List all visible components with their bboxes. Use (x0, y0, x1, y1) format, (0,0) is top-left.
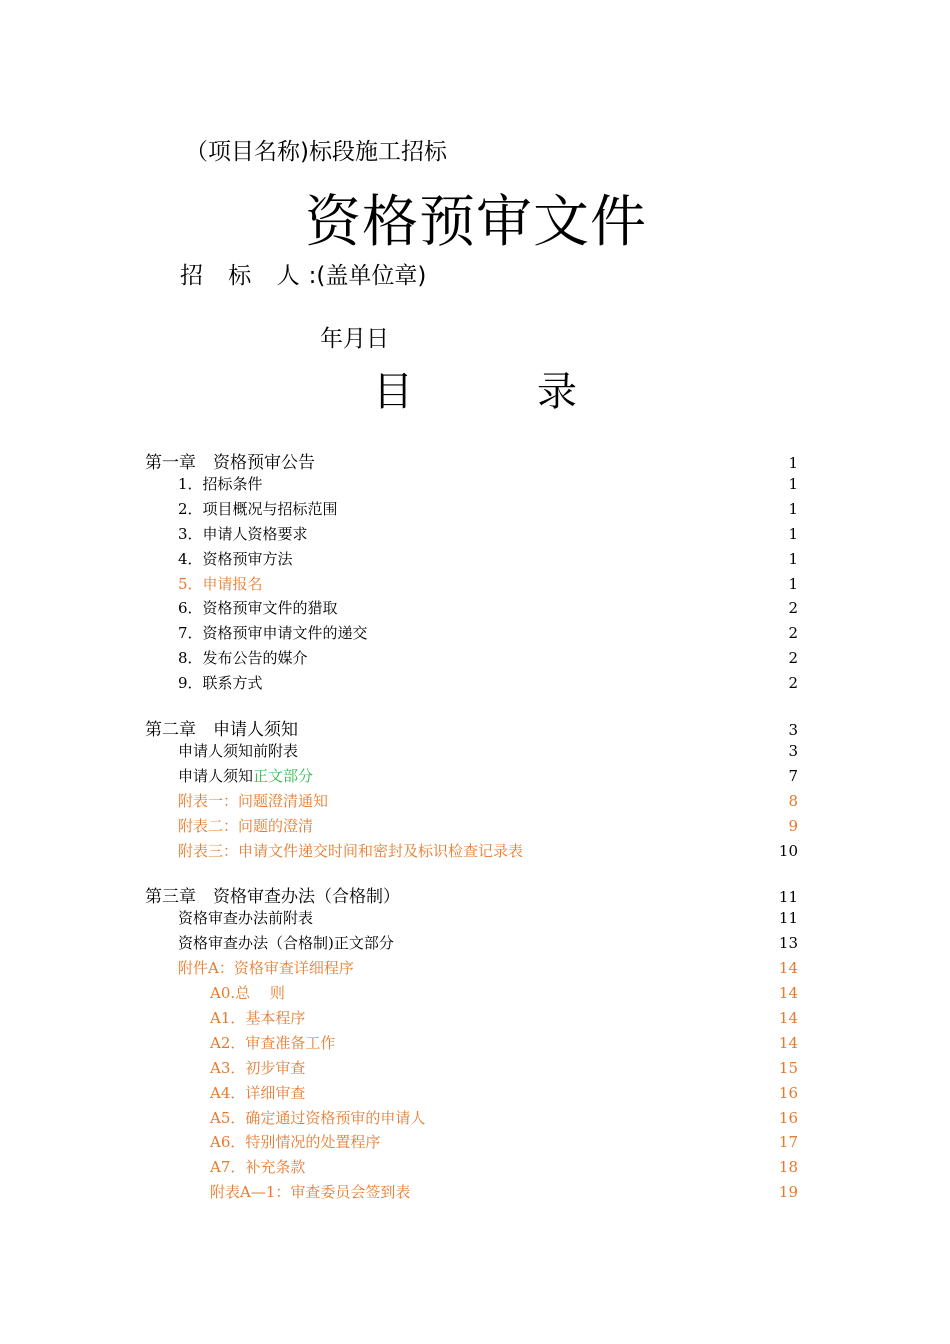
toc-item[interactable] (145, 740, 798, 765)
toc-item[interactable] (145, 498, 798, 523)
toc-item[interactable] (145, 815, 798, 840)
toc-item-label (178, 765, 313, 786)
toc-item-label: 1．招标条件 (178, 475, 263, 493)
toc-item[interactable] (145, 765, 798, 790)
toc-item-label: 9．联系方式 (178, 674, 263, 693)
toc-chapter-2[interactable] (145, 715, 798, 740)
toc-page-number: 16 (778, 1083, 798, 1102)
toc-page-number: 18 (778, 1158, 798, 1177)
toc-chapter-title: 第一章 资格预审公告 (145, 453, 315, 473)
toc-item-label: 2．项目概况与招标范围 (178, 499, 338, 518)
project-line: （项目名称)标段施工招标 (185, 139, 447, 165)
toc-item[interactable] (145, 907, 798, 932)
toc-page-number: 7 (788, 766, 798, 785)
toc-page-number: 16 (778, 1108, 798, 1127)
toc-item-label-part: 申请人须知 (178, 766, 254, 785)
toc-page-number: 14 (778, 1033, 798, 1052)
toc-chapter-title: 第三章 资格审查办法（合格制） (145, 887, 400, 908)
tenderer-line (180, 257, 426, 290)
toc-item-label: 4．资格预审方法 (178, 549, 293, 568)
tenderer-label: 招 标 人 (180, 263, 309, 289)
toc-page-number: 19 (778, 1183, 798, 1202)
tenderer-value: :(盖单位章) (308, 263, 427, 289)
toc-page-number: 13 (778, 934, 798, 953)
toc-page-number: 2 (788, 649, 798, 668)
toc-item[interactable] (145, 957, 798, 982)
toc-page-number: 11 (778, 909, 798, 928)
toc-item-label: 3．申请人资格要求 (178, 524, 308, 543)
toc-item[interactable] (145, 672, 798, 697)
toc-item-label-highlight: 正文部分 (253, 766, 314, 785)
toc-page-number: 1 (788, 574, 798, 593)
toc-item[interactable] (145, 1007, 798, 1032)
toc-chapter-title: 第二章 申请人须知 (145, 720, 298, 741)
toc-item-label: 附表二：问题的澄清 (178, 816, 314, 835)
toc-page-number: 15 (778, 1058, 798, 1077)
date-line: 年月日 (320, 326, 389, 352)
toc-page-number: 9 (788, 816, 798, 835)
toc-item[interactable] (145, 647, 798, 672)
toc-page-number: 1 (788, 499, 798, 518)
toc-item-label: 附表A—1：审查委员会签到表 (210, 1183, 411, 1202)
toc-item[interactable] (145, 1181, 798, 1206)
toc-item-label: 附件A：资格审查详细程序 (178, 959, 354, 978)
toc-page-number: 10 (778, 841, 798, 860)
toc-chapter-3[interactable] (145, 882, 798, 907)
toc-item-label: A5．确定通过资格预审的申请人 (210, 1108, 426, 1127)
toc-item-label: 附表一：问题澄清通知 (178, 791, 329, 810)
toc-page-number: 2 (788, 674, 798, 693)
toc-page-number: 8 (788, 791, 798, 810)
toc-item-label: A1．基本程序 (210, 1009, 306, 1028)
toc-page-number: 1 (788, 549, 798, 568)
toc-page-number: 17 (778, 1133, 798, 1152)
toc-item-label: 申请人须知前附表 (178, 742, 299, 761)
toc-item[interactable] (145, 597, 798, 622)
toc-item[interactable] (145, 982, 798, 1007)
toc-item[interactable] (145, 548, 798, 573)
toc-item[interactable] (145, 1032, 798, 1057)
toc-item[interactable] (145, 622, 798, 647)
toc-chapter-1[interactable] (145, 448, 798, 473)
toc-item-label: 7．资格预审申请文件的递交 (178, 624, 368, 643)
toc-page-number: 1 (788, 475, 798, 493)
toc-page-number: 11 (778, 888, 798, 907)
toc-item-label: A4．详细审查 (210, 1083, 306, 1102)
toc-page-number: 3 (788, 721, 798, 740)
toc-page-number: 3 (788, 742, 798, 761)
toc-item[interactable] (145, 1057, 798, 1082)
toc-item-label: 6．资格预审文件的猎取 (178, 599, 338, 618)
toc-title: 目 录 (373, 369, 619, 415)
toc-item-label: A0.总 则 (210, 984, 285, 1003)
toc-item[interactable] (145, 523, 798, 548)
toc-item[interactable] (145, 1082, 798, 1107)
toc-item[interactable] (145, 932, 798, 957)
toc-item[interactable] (145, 1131, 798, 1156)
toc-item-label: 8．发布公告的媒介 (178, 649, 308, 668)
toc-item-label: A2．审查准备工作 (210, 1033, 336, 1052)
toc-page-number: 2 (788, 599, 798, 618)
toc-item-label: A7．补充条款 (210, 1158, 306, 1177)
table-of-contents (145, 448, 798, 1206)
toc-item-label: 5．申请报名 (178, 574, 263, 593)
toc-page-number: 1 (788, 454, 798, 472)
toc-item[interactable] (145, 1156, 798, 1181)
toc-page-number: 14 (778, 959, 798, 978)
toc-item-label: 附表三：申请文件递交时间和密封及标识检查记录表 (178, 841, 524, 860)
toc-item[interactable] (145, 790, 798, 815)
toc-item-label: A6．特别情况的处置程序 (210, 1133, 381, 1152)
toc-page-number: 2 (788, 624, 798, 643)
document-title: 资格预审文件 (305, 190, 647, 255)
toc-item[interactable] (145, 573, 798, 598)
toc-item[interactable] (145, 473, 798, 498)
toc-page-number: 14 (778, 984, 798, 1003)
toc-item-label: 资格审查办法（合格制)正文部分 (178, 934, 394, 953)
toc-page-number: 14 (778, 1009, 798, 1028)
toc-item[interactable] (145, 1107, 798, 1132)
toc-page-number: 1 (788, 524, 798, 543)
toc-item[interactable] (145, 840, 798, 865)
toc-item-label: 资格审查办法前附表 (178, 909, 314, 928)
toc-item-label: A3．初步审查 (210, 1058, 306, 1077)
